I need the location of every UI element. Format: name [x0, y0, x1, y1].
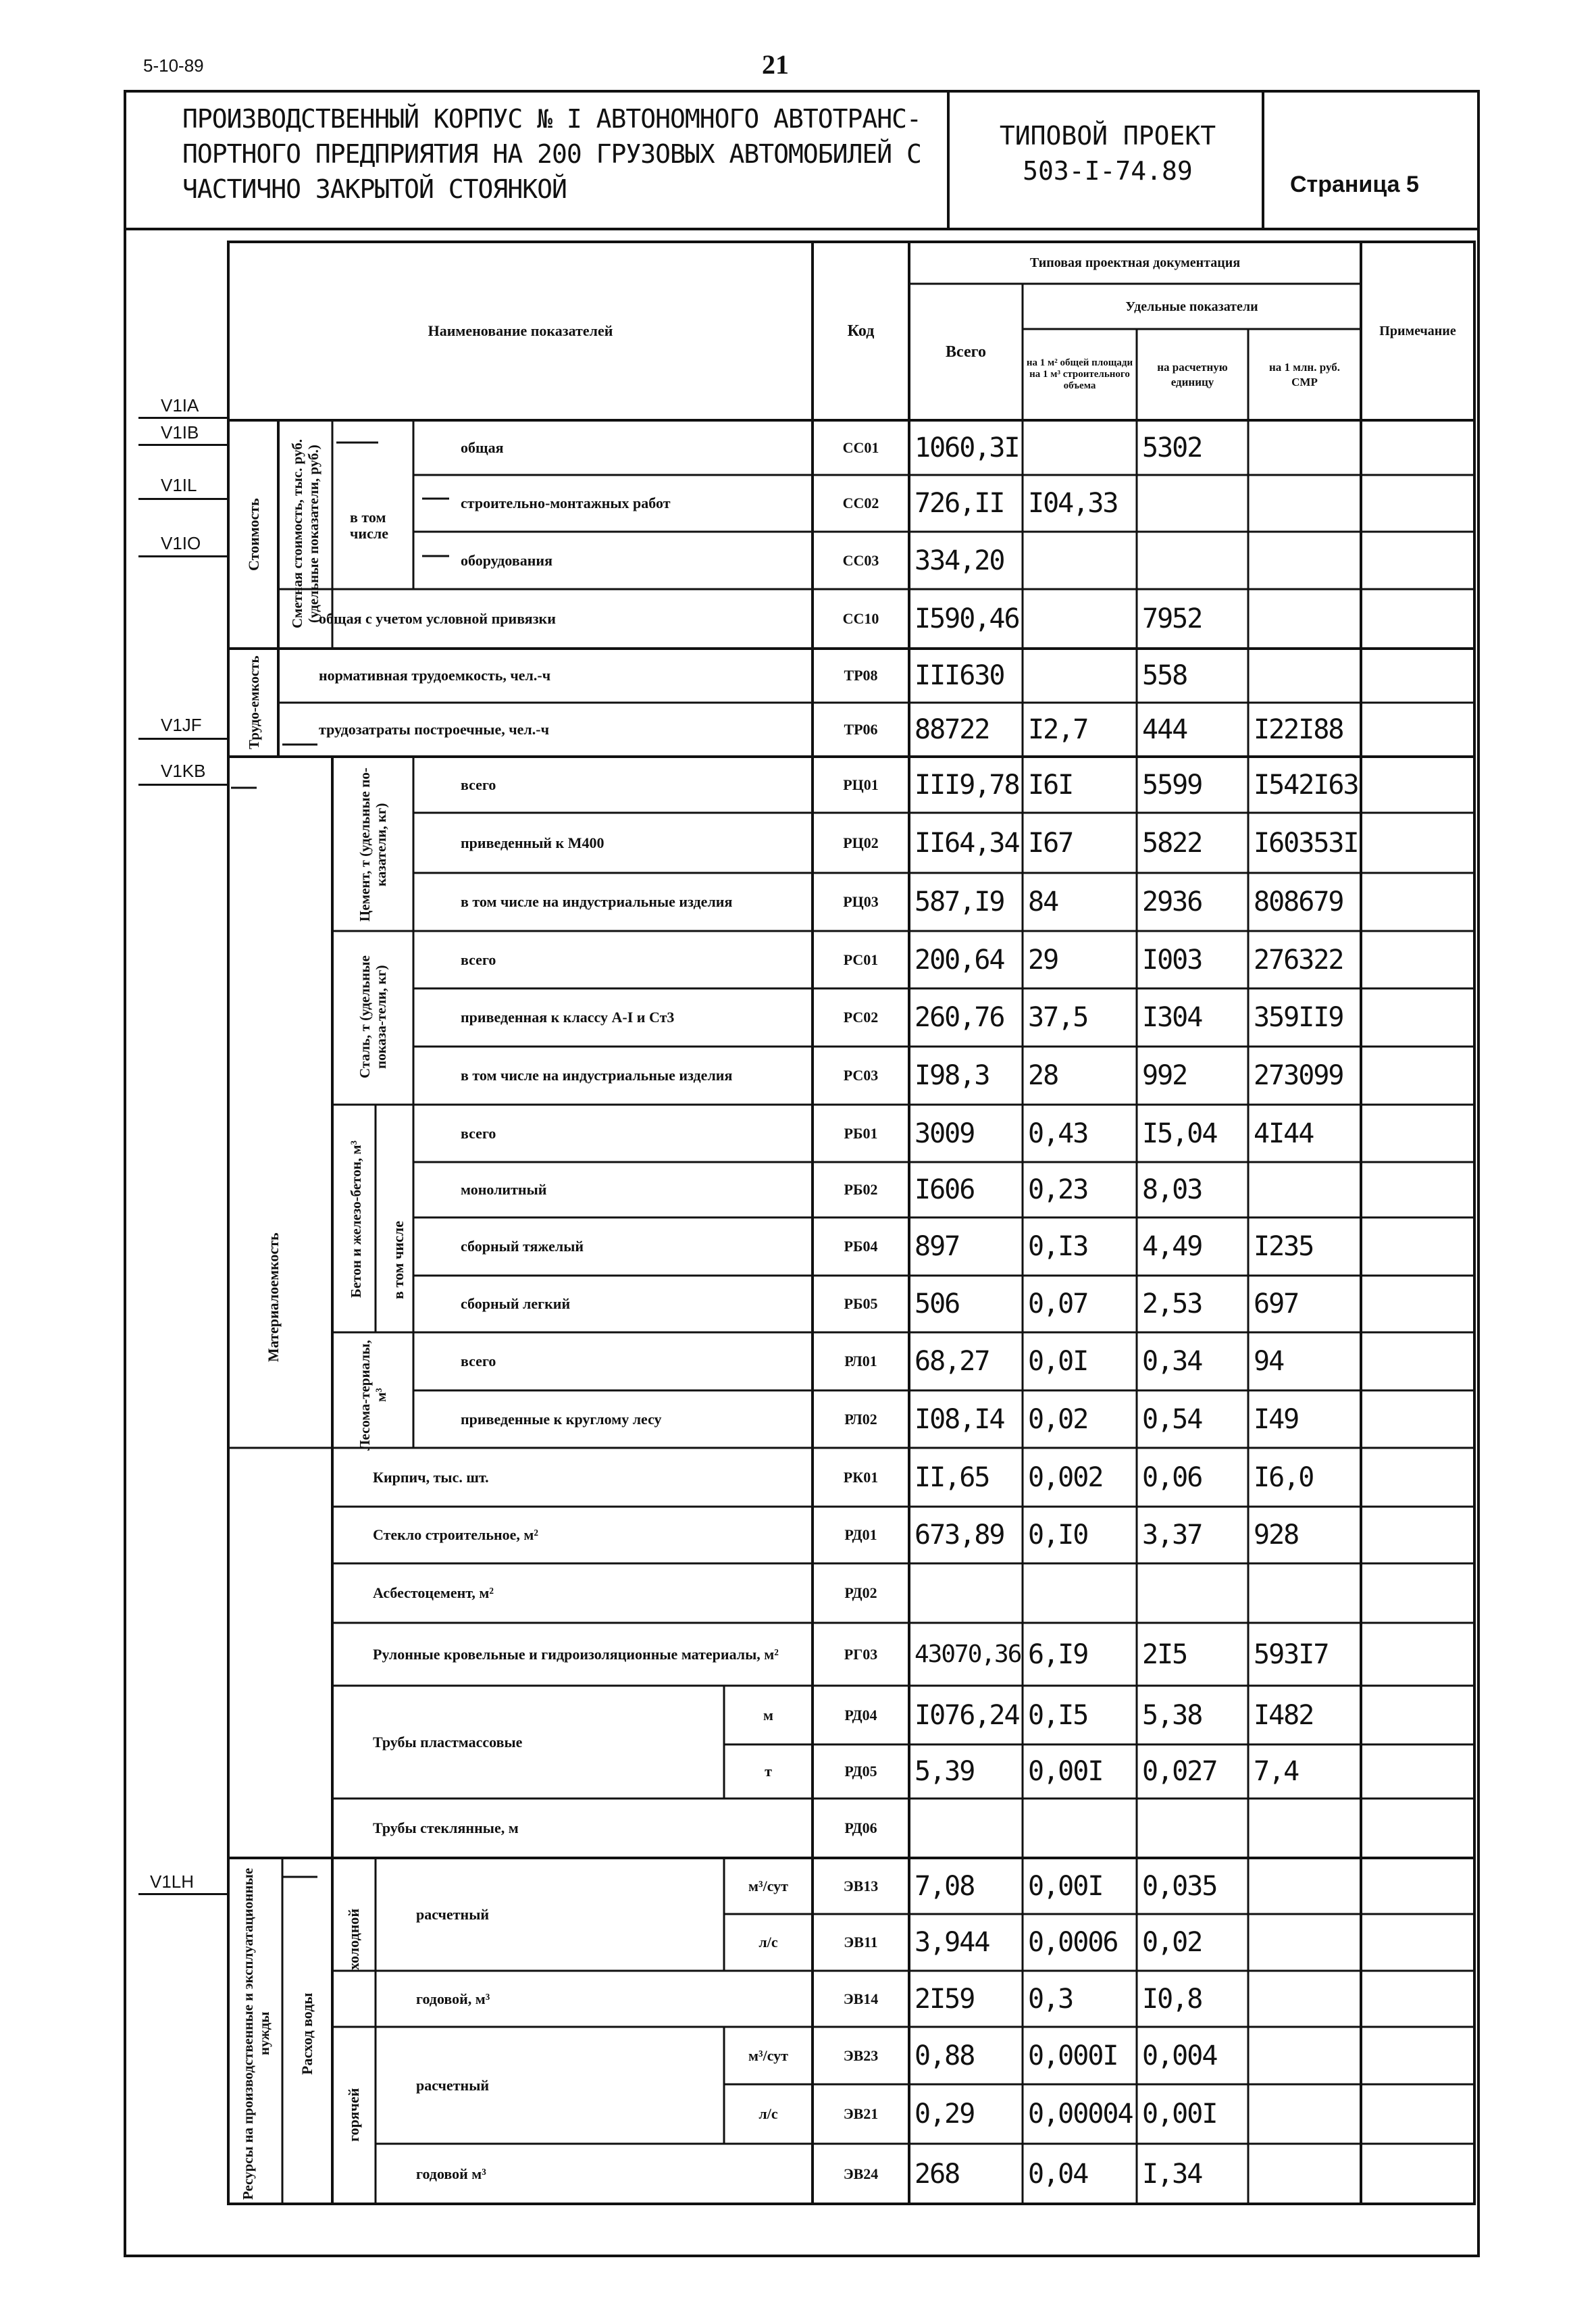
row-per-unit: 7952	[1142, 603, 1202, 634]
row-per-m2: 0,43	[1028, 1117, 1088, 1149]
row-per-mln	[1248, 1858, 1361, 1914]
row-total: 506	[915, 1288, 960, 1319]
group-water-label: Расход воды	[299, 1992, 315, 2075]
row-name: всего	[461, 1353, 496, 1369]
row-code: РК01	[843, 1468, 879, 1486]
row-unit: л/с	[758, 2105, 778, 2122]
project-code: 503-I-74.89	[1023, 156, 1193, 186]
col-note-header: Примечание	[1379, 324, 1456, 338]
side-code: V1IL	[161, 475, 197, 495]
row-code: РС03	[843, 1067, 879, 1084]
row-code: РД05	[844, 1763, 877, 1780]
row-per-unit: I,34	[1142, 2158, 1202, 2190]
row-total: 334,20	[915, 545, 1004, 576]
row-per-m2	[1023, 1563, 1137, 1623]
row-per-mln: 697	[1254, 1288, 1299, 1319]
row-code: РБ05	[844, 1295, 878, 1312]
row-per-mln	[1248, 649, 1361, 703]
row-per-unit: 0,06	[1142, 1461, 1202, 1493]
side-code: V1LH	[150, 1871, 195, 1892]
side-code: V1JF	[161, 715, 202, 735]
group-concrete-label: Бетон и железо-бетон, м³	[348, 1140, 364, 1299]
row-total: 3009	[915, 1117, 975, 1149]
row-per-unit: 4,49	[1142, 1231, 1202, 1262]
project-label: ТИПОВОЙ ПРОЕКТ	[999, 121, 1216, 151]
row-per-unit: I5,04	[1142, 1117, 1217, 1149]
row-code: РЛ01	[844, 1353, 877, 1369]
row-code: РД01	[844, 1526, 877, 1543]
row-total: 68,27	[915, 1346, 989, 1377]
row-per-mln: I22I88	[1254, 714, 1343, 745]
row-name: расчетный	[416, 2076, 490, 2094]
row-unit: л/с	[758, 1934, 778, 1951]
sheet-page-label: Страница 5	[1290, 172, 1419, 197]
col-per-mln-header: на 1 млн. руб. СМР	[1269, 360, 1340, 388]
row-per-m2: 0,000I	[1028, 2040, 1118, 2071]
row-unit: т	[765, 1763, 772, 1780]
row-name: всего	[461, 1124, 496, 1142]
row-name: Стекло строительное, м²	[373, 1526, 539, 1543]
row-per-m2: 0,I5	[1028, 1699, 1088, 1731]
col-doc-header: Типовая проектная документация	[1029, 255, 1241, 270]
row-total: I076,24	[915, 1699, 1019, 1731]
row-total: 897	[915, 1231, 960, 1262]
row-code: РЦ03	[843, 893, 879, 910]
row-total: 3,944	[915, 1927, 989, 1958]
row-code: РБ01	[844, 1124, 878, 1142]
row-name: строительно-монтажных работ	[461, 495, 671, 511]
row-per-unit: 558	[1142, 660, 1187, 691]
row-total: I606	[915, 1174, 975, 1205]
row-per-mln: 7,4	[1254, 1756, 1299, 1787]
row-per-unit: 0,027	[1142, 1756, 1217, 1787]
row-name: приведенные к круглому лесу	[461, 1410, 662, 1428]
group-material-label: Материалоемкость	[265, 1232, 282, 1362]
row-code: ЭВ11	[844, 1934, 878, 1951]
row-per-unit: I0,8	[1142, 1983, 1202, 2015]
page-number: 21	[762, 49, 789, 80]
row-total: I08,I4	[915, 1403, 1004, 1435]
col-name-header: Наименование показателей	[428, 322, 613, 339]
group-cement-label: Цемент, т (удельные по-казатели, кг)	[357, 768, 389, 922]
row-total: 43070,36	[915, 1640, 1021, 1668]
row-total: 268	[915, 2158, 960, 2190]
row-code: РД04	[844, 1706, 877, 1724]
row-total: 673,89	[915, 1519, 1004, 1551]
row-per-m2: 0,00I	[1028, 1756, 1103, 1787]
side-code: V1KB	[161, 761, 206, 781]
row-per-unit	[1137, 475, 1248, 532]
row-per-unit: 0,035	[1142, 1870, 1217, 1902]
row-per-mln	[1248, 475, 1361, 532]
row-per-m2	[1023, 1799, 1137, 1858]
row-per-unit: 0,34	[1142, 1346, 1202, 1377]
row-per-unit: 444	[1142, 714, 1187, 745]
row-code: ТР06	[844, 721, 878, 738]
row-unit: м	[763, 1706, 773, 1724]
row-per-mln	[1248, 1563, 1361, 1623]
row-per-m2: 0,0006	[1028, 1927, 1118, 1958]
row-per-m2: 28	[1028, 1060, 1058, 1091]
document-date: 5-10-89	[143, 55, 204, 76]
row-name: трудозатраты построечные, чел.-ч	[319, 721, 549, 738]
row-per-unit: 3,37	[1142, 1519, 1202, 1551]
row-per-mln	[1248, 1914, 1361, 1971]
row-per-unit: I304	[1142, 1002, 1202, 1033]
row-name: нормативная трудоемкость, чел.-ч	[319, 667, 551, 684]
row-per-mln	[1248, 2144, 1361, 2204]
group-resources-label: Ресурсы на производственные и эксплуатационные нужды	[240, 1867, 272, 2200]
row-per-m2: 0,002	[1028, 1461, 1103, 1493]
row-name: в том числе на индустриальные изделия	[461, 1067, 733, 1084]
group-wood-label: Лесома-териалы, м³	[357, 1340, 389, 1451]
row-per-m2: 0,07	[1028, 1288, 1088, 1319]
row-name: Асбестоцемент, м²	[373, 1584, 494, 1601]
row-code: ЭВ13	[843, 1877, 879, 1894]
row-total: 88722	[915, 714, 989, 745]
col-per-unit-header: на расчетную единицу	[1157, 360, 1228, 388]
row-per-m2: 0,02	[1028, 1403, 1088, 1435]
group-cost-sub-label: Сметная стоимость, тыс. руб. (удельные показатели, руб.)	[289, 439, 321, 628]
row-total: 5,39	[915, 1756, 975, 1787]
row-per-mln: 273099	[1254, 1060, 1343, 1091]
row-total: I98,3	[915, 1060, 989, 1091]
col-per-m2-header: на 1 м² общей площади на 1 м³ строительного объема	[1026, 357, 1133, 391]
row-total: 7,08	[915, 1870, 975, 1902]
row-per-unit: 0,02	[1142, 1927, 1202, 1958]
row-name: в том числе на индустриальные изделия	[461, 893, 733, 910]
row-code: РД06	[844, 1819, 877, 1836]
row-per-mln: 928	[1254, 1519, 1299, 1551]
row-name: Трубы пластмассовые	[373, 1733, 523, 1751]
row-total: 0,29	[915, 2098, 975, 2130]
side-code: V1IB	[161, 422, 199, 443]
row-per-mln: 4I44	[1254, 1117, 1314, 1149]
row-per-mln	[1248, 1799, 1361, 1858]
row-code: РЛ02	[844, 1410, 877, 1428]
row-total: 0,88	[915, 2040, 975, 2071]
row-per-unit	[1137, 1563, 1248, 1623]
row-per-unit: 0,004	[1142, 2040, 1217, 2071]
row-per-unit: 5822	[1142, 827, 1202, 859]
row-code: РГ03	[844, 1645, 878, 1663]
row-code: РЦ01	[843, 776, 879, 793]
row-per-m2: 0,I0	[1028, 1519, 1088, 1551]
row-name: всего	[461, 951, 496, 968]
row-per-unit: 5599	[1142, 769, 1202, 801]
row-per-mln	[1248, 2027, 1361, 2084]
row-name: годовой, м³	[416, 1990, 490, 2007]
row-code: РБ04	[844, 1238, 878, 1255]
group-concrete-incl-label: в том числе	[390, 1221, 407, 1299]
row-per-m2: 29	[1028, 944, 1058, 976]
row-per-unit: 2936	[1142, 886, 1202, 917]
row-code: СС01	[842, 438, 879, 456]
row-per-mln	[1248, 1162, 1361, 1217]
row-name: приведенная к классу А-I и Ст3	[461, 1009, 675, 1026]
row-per-mln: I60353I	[1254, 827, 1358, 859]
row-name: оборудования	[461, 551, 552, 569]
row-per-m2: 37,5	[1028, 1002, 1088, 1033]
row-total: III9,78	[915, 769, 1019, 801]
row-unit: м³/сут	[748, 2046, 788, 2064]
group-hot-label: горячей	[345, 2088, 362, 2142]
col-code-header: Код	[847, 322, 875, 340]
row-per-m2	[1023, 532, 1137, 589]
row-per-m2: 84	[1028, 886, 1058, 917]
row-name: сборный легкий	[461, 1295, 571, 1312]
row-name: общая с учетом условной привязки	[319, 610, 556, 627]
row-name: всего	[461, 776, 496, 793]
row-name: приведенный к М400	[461, 834, 604, 851]
row-per-mln: I542I63	[1254, 769, 1358, 801]
row-per-mln: I235	[1254, 1231, 1314, 1262]
row-per-mln	[1248, 589, 1361, 649]
side-code: V1IA	[161, 395, 199, 416]
row-per-unit: I003	[1142, 944, 1202, 976]
row-per-m2	[1023, 420, 1137, 475]
row-code: ЭВ21	[843, 2105, 879, 2122]
row-per-m2	[1023, 589, 1137, 649]
row-name: общая	[461, 438, 504, 456]
row-code: ТР08	[844, 667, 878, 684]
row-code: СС02	[842, 495, 879, 511]
row-per-m2: I67	[1028, 827, 1073, 859]
row-total: II64,34	[915, 827, 1019, 859]
row-code: СС03	[842, 551, 879, 569]
row-per-m2: 0,I3	[1028, 1231, 1088, 1262]
row-name: годовой м³	[416, 2165, 486, 2182]
title-line: ЧАСТИЧНО ЗАКРЫТОЙ СТОЯНКОЙ	[182, 174, 567, 204]
row-per-m2: 0,00004	[1028, 2098, 1133, 2130]
row-code: РС01	[843, 951, 879, 968]
row-per-mln: I482	[1254, 1699, 1314, 1731]
row-per-m2: 0,04	[1028, 2158, 1088, 2190]
row-per-mln: 94	[1254, 1346, 1284, 1377]
row-per-unit: 992	[1142, 1060, 1187, 1091]
row-name: расчетный	[416, 1905, 490, 1923]
row-per-m2: I04,33	[1028, 488, 1118, 519]
row-name: монолитный	[461, 1181, 547, 1198]
row-per-m2: 0,00I	[1028, 1870, 1103, 1902]
row-unit: м³/сут	[748, 1877, 788, 1894]
row-per-mln	[1248, 420, 1361, 475]
row-total: II,65	[915, 1461, 989, 1493]
row-per-mln: 593I7	[1254, 1638, 1329, 1670]
row-per-unit: 2I5	[1142, 1638, 1187, 1670]
row-code: ЭВ14	[843, 1990, 879, 2007]
row-name: Рулонные кровельные и гидроизоляционные материалы, м²	[373, 1645, 779, 1663]
row-code: РБ02	[844, 1181, 878, 1198]
row-per-m2: 6,I9	[1028, 1638, 1088, 1670]
title-line: ПРОИЗВОДСТВЕННЫЙ КОРПУС № I АВТОНОМНОГО АВТОТРАНС-	[182, 104, 921, 134]
row-per-unit: 5,38	[1142, 1699, 1202, 1731]
row-per-mln: I6,0	[1254, 1461, 1314, 1493]
row-total: 2I59	[915, 1983, 975, 2015]
row-per-unit: 5302	[1142, 432, 1202, 463]
row-per-mln: I49	[1254, 1403, 1299, 1435]
row-per-m2: 0,0I	[1028, 1346, 1088, 1377]
col-total-header: Всего	[946, 343, 986, 361]
row-per-unit	[1137, 532, 1248, 589]
row-total: 260,76	[915, 1002, 1004, 1033]
row-name: Трубы стеклянные, м	[373, 1819, 519, 1836]
row-per-mln	[1248, 1971, 1361, 2027]
row-per-mln: 276322	[1254, 944, 1343, 976]
row-code: РД02	[844, 1584, 877, 1601]
row-per-unit: 2,53	[1142, 1288, 1202, 1319]
row-name: сборный тяжелый	[461, 1238, 584, 1255]
row-total: III630	[915, 660, 1004, 691]
row-per-mln	[1248, 2084, 1361, 2144]
row-total: 1060,3I	[915, 432, 1019, 463]
group-cost-label: Стоимость	[245, 498, 262, 571]
row-per-mln: 808679	[1254, 886, 1343, 917]
row-per-mln: 359II9	[1254, 1002, 1343, 1033]
row-per-mln	[1248, 532, 1361, 589]
row-per-m2: I6I	[1028, 769, 1073, 801]
row-per-unit: 8,03	[1142, 1174, 1202, 1205]
row-code: РС02	[843, 1009, 879, 1026]
row-total: I590,46	[915, 603, 1019, 634]
row-code: РЦ02	[843, 834, 879, 851]
row-total	[909, 1563, 1023, 1623]
row-total: 200,64	[915, 944, 1004, 976]
row-name: Кирпич, тыс. шт.	[373, 1468, 489, 1486]
row-per-m2	[1023, 649, 1137, 703]
group-cold-label: холодной	[345, 1908, 362, 1970]
row-per-m2: 0,3	[1028, 1983, 1073, 2015]
group-labor-label: Трудо-емкость	[246, 655, 262, 750]
row-per-unit: 0,00I	[1142, 2098, 1217, 2130]
row-code: ЭВ23	[843, 2046, 879, 2064]
row-per-m2: 0,23	[1028, 1174, 1088, 1205]
row-per-unit: 0,54	[1142, 1403, 1202, 1435]
row-total	[909, 1799, 1023, 1858]
row-code: СС10	[842, 610, 879, 627]
row-code: ЭВ24	[843, 2165, 879, 2182]
row-per-unit	[1137, 1799, 1248, 1858]
row-total: 726,II	[915, 488, 1004, 519]
group-steel-label: Сталь, т (удельные показа-тели, кг)	[357, 955, 389, 1078]
title-line: ПОРТНОГО ПРЕДПРИЯТИЯ НА 200 ГРУЗОВЫХ АВТОМОБИЛЕЙ С	[182, 139, 921, 169]
row-total: 587,I9	[915, 886, 1004, 917]
cost-incl-label: в том числе	[350, 509, 388, 542]
col-specific-header: Удельные показатели	[1125, 299, 1258, 314]
side-code: V1IO	[161, 533, 201, 553]
row-per-m2: I2,7	[1028, 714, 1088, 745]
